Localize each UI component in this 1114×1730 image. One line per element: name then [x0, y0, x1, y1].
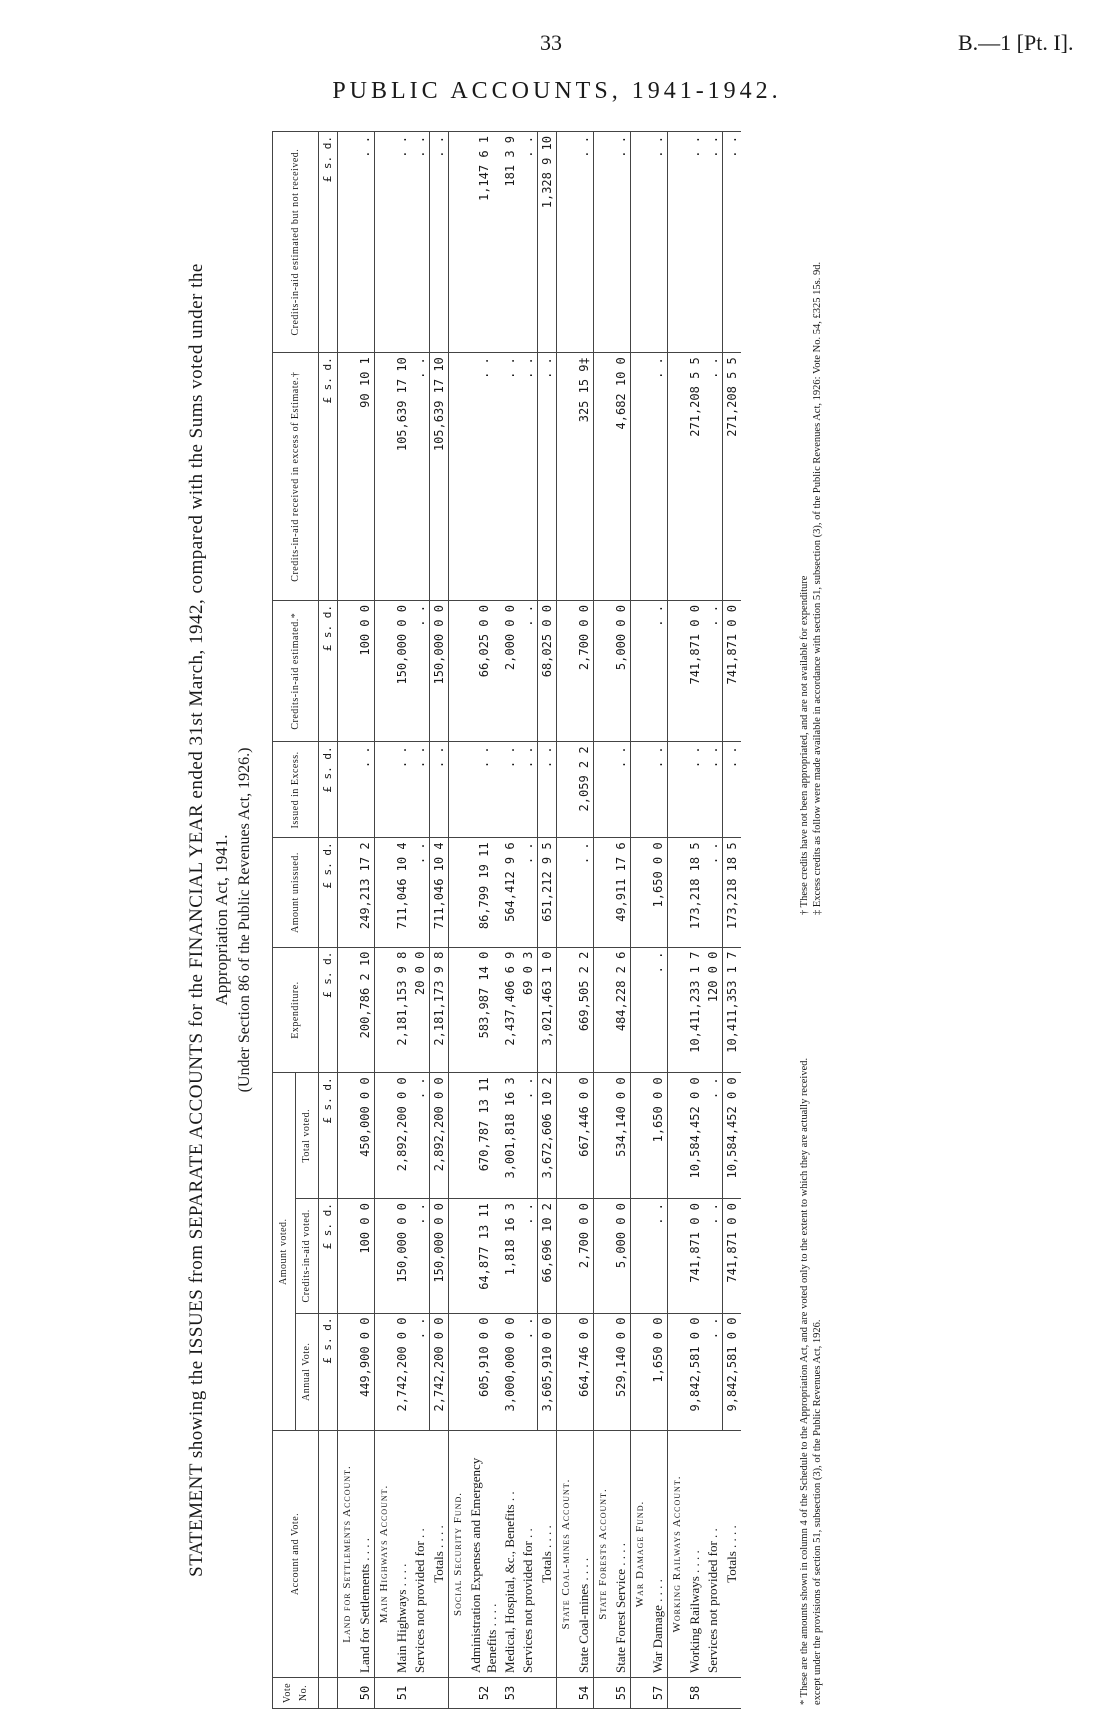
account-name: Services not provided for . .	[704, 1431, 723, 1678]
cell-cr-est: . .	[649, 601, 668, 742]
cell-expenditure: 669,505 2 2	[575, 947, 594, 1073]
unit-label: £ s. d.	[319, 1073, 338, 1199]
account-name: Totals . . . .	[538, 1431, 557, 1678]
cell-unissued	[557, 838, 576, 947]
cell-cr-not: . .	[649, 132, 668, 353]
unit-label: £ s. d.	[319, 742, 338, 838]
vote-number	[631, 1678, 650, 1709]
cell-expenditure: 583,987 14 0	[467, 947, 501, 1073]
vote-number	[557, 1678, 576, 1709]
cell-credits: . .	[411, 1199, 430, 1313]
account-heading: Working Railways Account.	[668, 1431, 687, 1678]
cell-cr-not: . .	[686, 132, 704, 353]
account-heading-row	[338, 132, 357, 1709]
statement-authority: (Under Section 86 of the Public Revenues Act, 1926.)	[236, 747, 253, 1093]
cell-cr-est: 2,700 0 0	[575, 601, 594, 742]
cell-unissued	[668, 838, 687, 947]
cell-cr-excess: 90 10 1	[356, 353, 375, 601]
account-heading: State Forests Account.	[594, 1431, 613, 1678]
vote-row	[649, 132, 668, 1709]
cell-annual: 529,140 0 0	[612, 1313, 631, 1430]
unit-label: £ s. d.	[319, 838, 338, 947]
cell-expenditure: 2,437,406 6 9	[501, 947, 519, 1073]
unit-row	[319, 132, 338, 1709]
vote-row	[411, 132, 430, 1709]
cell-annual: . .	[704, 1313, 723, 1430]
cell-annual: 1,650 0 0	[649, 1313, 668, 1430]
account-name: State Forest Service . . . .	[612, 1431, 631, 1678]
cell-cr-not: 1,147 6 1	[467, 132, 501, 353]
cell-cr-not: . .	[612, 132, 631, 353]
cell-expenditure: 10,411,233 1 7	[686, 947, 704, 1073]
cell-cr-excess	[594, 353, 613, 601]
vote-number: 53	[501, 1678, 519, 1709]
cell-cr-est: 68,025 0 0	[538, 601, 557, 742]
col-issued-excess: Issued in Excess.	[273, 742, 319, 838]
cell-unissued	[594, 838, 613, 947]
account-heading: Social Security Fund.	[449, 1431, 468, 1678]
cell-unissued: 173,218 18 5	[723, 838, 742, 947]
vote-number	[594, 1678, 613, 1709]
cell-cr-not	[631, 132, 650, 353]
cell-expenditure: . .	[649, 947, 668, 1073]
totals-row	[723, 132, 742, 1709]
cell-total: 2,892,200 0 0	[430, 1073, 449, 1199]
account-name: State Coal-mines . . . .	[575, 1431, 594, 1678]
col-credits-excess: Credits-in-aid received in excess of Estimate.†	[273, 353, 319, 601]
vote-row	[356, 132, 375, 1709]
cell-annual: 9,842,581 0 0	[723, 1313, 742, 1430]
cell-credits	[594, 1199, 613, 1313]
cell-cr-not	[557, 132, 576, 353]
cell-total: . .	[704, 1073, 723, 1199]
unit-label: £ s. d.	[319, 1313, 338, 1430]
vote-row	[467, 132, 501, 1709]
cell-cr-est	[375, 601, 394, 742]
cell-excess: . .	[467, 742, 501, 838]
cell-unissued: . .	[411, 838, 430, 947]
account-name: Services not provided for . .	[411, 1431, 430, 1678]
cell-annual: 3,605,910 0 0	[538, 1313, 557, 1430]
vote-number	[723, 1678, 742, 1709]
account-heading-row	[631, 132, 650, 1709]
col-annual-vote: Annual Vote.	[296, 1313, 319, 1430]
cell-expenditure	[668, 947, 687, 1073]
cell-expenditure: 484,228 2 6	[612, 947, 631, 1073]
cell-expenditure	[338, 947, 357, 1073]
cell-cr-not: 181 3 9	[501, 132, 519, 353]
cell-total	[631, 1073, 650, 1199]
cell-total: 1,650 0 0	[649, 1073, 668, 1199]
vote-number	[430, 1678, 449, 1709]
cell-excess: 2,059 2 2	[575, 742, 594, 838]
cell-expenditure: 2,181,153 9 8	[393, 947, 411, 1073]
account-name: Main Highways . . . .	[393, 1431, 411, 1678]
cell-excess: . .	[411, 742, 430, 838]
cell-expenditure	[449, 947, 468, 1073]
col-unissued: Amount unissued.	[273, 838, 319, 947]
cell-unissued: 1,650 0 0	[649, 838, 668, 947]
unit-label: £ s. d.	[319, 353, 338, 601]
cell-expenditure: 20 0 0	[411, 947, 430, 1073]
vote-number	[668, 1678, 687, 1709]
cell-annual: 449,900 0 0	[356, 1313, 375, 1430]
cell-expenditure	[594, 947, 613, 1073]
col-account: Account and Vote.	[273, 1431, 319, 1678]
account-heading: War Damage Fund.	[631, 1431, 650, 1678]
cell-total: 10,584,452 0 0	[686, 1073, 704, 1199]
cell-cr-est: 741,871 0 0	[686, 601, 704, 742]
cell-credits: 2,700 0 0	[575, 1199, 594, 1313]
cell-cr-not: 1,328 9 10	[538, 132, 557, 353]
account-heading-row	[449, 132, 468, 1709]
cell-total	[449, 1073, 468, 1199]
cell-credits: 1,818 16 3	[501, 1199, 519, 1313]
cell-cr-not: . .	[723, 132, 742, 353]
cell-unissued: 173,218 18 5	[686, 838, 704, 947]
page-header	[0, 0, 1114, 110]
vote-number: 52	[467, 1678, 501, 1709]
cell-excess	[668, 742, 687, 838]
vote-number	[411, 1678, 430, 1709]
table-body	[319, 132, 742, 1709]
cell-excess	[594, 742, 613, 838]
cell-cr-not: . .	[393, 132, 411, 353]
publication-title: PUBLIC ACCOUNTS, 1941-1942.	[332, 78, 782, 104]
cell-annual	[668, 1313, 687, 1430]
cell-excess	[631, 742, 650, 838]
totals-row	[430, 132, 449, 1709]
cell-unissued	[449, 838, 468, 947]
account-heading: State Coal-mines Account.	[557, 1431, 576, 1678]
cell-annual	[631, 1313, 650, 1430]
cell-cr-not: . .	[704, 132, 723, 353]
vote-row	[519, 132, 538, 1709]
cell-excess	[338, 742, 357, 838]
cell-credits	[338, 1199, 357, 1313]
cell-cr-est: 66,025 0 0	[467, 601, 501, 742]
unit-label: £ s. d.	[319, 1199, 338, 1313]
cell-cr-excess	[338, 353, 357, 601]
vote-number	[538, 1678, 557, 1709]
account-heading: Main Highways Account.	[375, 1431, 394, 1678]
cell-unissued	[375, 838, 394, 947]
cell-cr-excess	[668, 353, 687, 601]
cell-unissued: 249,213 17 2	[356, 838, 375, 947]
cell-unissued	[338, 838, 357, 947]
cell-credits: 150,000 0 0	[430, 1199, 449, 1313]
cell-excess: . .	[519, 742, 538, 838]
cell-expenditure	[375, 947, 394, 1073]
cell-cr-excess: . .	[704, 353, 723, 601]
cell-annual: 3,000,000 0 0	[501, 1313, 519, 1430]
cell-total: 670,787 13 11	[467, 1073, 501, 1199]
col-expenditure: Expenditure.	[273, 947, 319, 1073]
cell-expenditure: 69 0 3	[519, 947, 538, 1073]
cell-annual: 9,842,581 0 0	[686, 1313, 704, 1430]
account-heading-row	[375, 132, 394, 1709]
cell-annual	[338, 1313, 357, 1430]
cell-cr-est	[631, 601, 650, 742]
footnote-star: * These are the amounts shown in column 4 of the Schedule to the Appropriation Act, and are voted only to the extent to which they are actually received.	[799, 1057, 810, 1705]
cell-expenditure	[557, 947, 576, 1073]
account-name: Totals . . . .	[723, 1431, 742, 1678]
vote-row	[704, 132, 723, 1709]
cell-unissued: . .	[704, 838, 723, 947]
statement-title: STATEMENT showing the ISSUES from SEPARATE ACCOUNTS for the FINANCIAL YEAR ended 31st March, 1942, compared with the Sums voted under the	[186, 263, 207, 1577]
cell-cr-excess	[557, 353, 576, 601]
cell-expenditure: 200,786 2 10	[356, 947, 375, 1073]
cell-unissued: . .	[519, 838, 538, 947]
cell-cr-est: . .	[519, 601, 538, 742]
cell-cr-excess: . .	[649, 353, 668, 601]
vote-number: 50	[356, 1678, 375, 1709]
vote-row	[393, 132, 411, 1709]
col-vote-no: Vote No.	[273, 1678, 319, 1709]
account-name: Totals . . . .	[430, 1431, 449, 1678]
account-name: Administration Expenses and Emergency Benefits . . . .	[467, 1431, 501, 1678]
cell-excess: . .	[430, 742, 449, 838]
cell-total: . .	[411, 1073, 430, 1199]
cell-total: . .	[519, 1073, 538, 1199]
account-heading-row	[557, 132, 576, 1709]
vote-row	[501, 132, 519, 1709]
vote-number	[704, 1678, 723, 1709]
cell-total	[375, 1073, 394, 1199]
cell-cr-not	[449, 132, 468, 353]
footnote-double-dagger: ‡ Excess credits as follow were made available in accordance with section 51, subsection (3), of the Public Revenues Act, 1926: Vote No. 54, £325 15s. 9d.	[812, 261, 823, 915]
cell-annual: 2,742,200 0 0	[430, 1313, 449, 1430]
cell-annual	[375, 1313, 394, 1430]
cell-cr-excess: . .	[467, 353, 501, 601]
cell-excess: . .	[393, 742, 411, 838]
cell-annual	[557, 1313, 576, 1430]
cell-excess: . .	[538, 742, 557, 838]
cell-cr-excess	[375, 353, 394, 601]
cell-annual	[449, 1313, 468, 1430]
cell-credits: 66,696 10 2	[538, 1199, 557, 1313]
cell-cr-excess: 105,639 17 10	[393, 353, 411, 601]
cell-excess: . .	[356, 742, 375, 838]
cell-total: 450,000 0 0	[356, 1073, 375, 1199]
cell-credits: . .	[704, 1199, 723, 1313]
vote-number: 55	[612, 1678, 631, 1709]
cell-cr-not: . .	[430, 132, 449, 353]
vote-number: 51	[393, 1678, 411, 1709]
cell-expenditure: 3,021,463 1 0	[538, 947, 557, 1073]
cell-cr-est: 741,871 0 0	[723, 601, 742, 742]
cell-total	[668, 1073, 687, 1199]
cell-credits	[668, 1199, 687, 1313]
vote-row	[612, 132, 631, 1709]
cell-cr-excess	[449, 353, 468, 601]
cell-cr-excess: 271,208 5 5	[723, 353, 742, 601]
footnote-star-cont: except under the provisions of section 51, subsection (3), of the Public Revenues Act, 1926.	[812, 1319, 823, 1705]
cell-excess: . .	[612, 742, 631, 838]
account-name: Land for Settlements . . . .	[356, 1431, 375, 1678]
account-name: Working Railways . . . .	[686, 1431, 704, 1678]
account-name: War Damage . . . .	[649, 1431, 668, 1678]
cell-annual: 664,746 0 0	[575, 1313, 594, 1430]
cell-excess: . .	[649, 742, 668, 838]
cell-annual: 605,910 0 0	[467, 1313, 501, 1430]
vote-number: 54	[575, 1678, 594, 1709]
vote-number	[375, 1678, 394, 1709]
cell-cr-not	[338, 132, 357, 353]
cell-cr-excess: 4,682 10 0	[612, 353, 631, 601]
cell-cr-not: . .	[356, 132, 375, 353]
cell-excess	[557, 742, 576, 838]
cell-excess: . .	[686, 742, 704, 838]
cell-cr-est: 150,000 0 0	[430, 601, 449, 742]
cell-cr-est	[449, 601, 468, 742]
account-name: Medical, Hospital, &c., Benefits . .	[501, 1431, 519, 1678]
unit-label: £ s. d.	[319, 947, 338, 1073]
cell-credits	[631, 1199, 650, 1313]
cell-excess: . .	[723, 742, 742, 838]
cell-excess	[375, 742, 394, 838]
vote-number	[519, 1678, 538, 1709]
cell-expenditure: 120 0 0	[704, 947, 723, 1073]
cell-cr-est	[338, 601, 357, 742]
cell-expenditure: 10,411,353 1 7	[723, 947, 742, 1073]
cell-unissued: . .	[575, 838, 594, 947]
rotated-statement-area	[180, 125, 880, 1715]
cell-unissued: 711,046 10 4	[430, 838, 449, 947]
cell-total: 3,672,606 10 2	[538, 1073, 557, 1199]
cell-excess: . .	[704, 742, 723, 838]
cell-annual: 2,742,200 0 0	[393, 1313, 411, 1430]
cell-cr-not	[375, 132, 394, 353]
vote-number	[449, 1678, 468, 1709]
cell-credits: 150,000 0 0	[393, 1199, 411, 1313]
cell-cr-excess: 325 15 9‡	[575, 353, 594, 601]
cell-cr-est	[557, 601, 576, 742]
vote-number	[338, 1678, 357, 1709]
unit-label: £ s. d.	[319, 132, 338, 353]
vote-row	[686, 132, 704, 1709]
col-credits-not-received: Credits-in-aid estimated but not received.	[273, 132, 319, 353]
cell-credits: 5,000 0 0	[612, 1199, 631, 1313]
cell-credits	[375, 1199, 394, 1313]
cell-cr-est	[668, 601, 687, 742]
cell-unissued: 86,799 19 11	[467, 838, 501, 947]
cell-total	[557, 1073, 576, 1199]
account-name: Services not provided for . .	[519, 1431, 538, 1678]
cell-unissued: 49,911 17 6	[612, 838, 631, 947]
col-credits-voted: Credits-in-aid voted.	[296, 1199, 319, 1313]
cell-unissued: 711,046 10 4	[393, 838, 411, 947]
vote-number: 58	[686, 1678, 704, 1709]
issues-table	[272, 131, 741, 1709]
footnote-dagger: † These credits have not been appropriated, and are not available for expenditure	[799, 575, 810, 915]
cell-credits	[449, 1199, 468, 1313]
cell-cr-excess: . .	[538, 353, 557, 601]
statement-content	[180, 125, 880, 1715]
cell-total: 534,140 0 0	[612, 1073, 631, 1199]
cell-cr-est	[594, 601, 613, 742]
cell-total: 2,892,200 0 0	[393, 1073, 411, 1199]
cell-total	[338, 1073, 357, 1199]
account-heading-row	[668, 132, 687, 1709]
cell-cr-excess: . .	[501, 353, 519, 601]
cell-total: 10,584,452 0 0	[723, 1073, 742, 1199]
cell-credits: 64,877 13 11	[467, 1199, 501, 1313]
cell-credits: 741,871 0 0	[686, 1199, 704, 1313]
cell-cr-excess: . .	[519, 353, 538, 601]
cell-credits: . .	[519, 1199, 538, 1313]
cell-cr-not	[594, 132, 613, 353]
cell-credits: 741,871 0 0	[723, 1199, 742, 1313]
document-reference: B.—1 [Pt. I].	[958, 30, 1074, 55]
cell-credits	[557, 1199, 576, 1313]
cell-cr-excess: 105,639 17 10	[430, 353, 449, 601]
cell-cr-est: 150,000 0 0	[393, 601, 411, 742]
cell-total: 3,001,818 16 3	[501, 1073, 519, 1199]
cell-unissued	[631, 838, 650, 947]
cell-cr-excess: 271,208 5 5	[686, 353, 704, 601]
page-number: 33	[540, 30, 562, 55]
cell-cr-excess	[631, 353, 650, 601]
vote-row	[575, 132, 594, 1709]
cell-credits: . .	[649, 1199, 668, 1313]
cell-cr-est: 5,000 0 0	[612, 601, 631, 742]
cell-excess: . .	[501, 742, 519, 838]
totals-row	[538, 132, 557, 1709]
cell-cr-not: . .	[519, 132, 538, 353]
col-amount-voted: Amount voted.	[273, 1073, 296, 1431]
cell-expenditure: 2,181,173 9 8	[430, 947, 449, 1073]
cell-expenditure	[631, 947, 650, 1073]
cell-cr-est: 2,000 0 0	[501, 601, 519, 742]
cell-annual: . .	[519, 1313, 538, 1430]
cell-cr-not: . .	[411, 132, 430, 353]
cell-cr-est: . .	[411, 601, 430, 742]
cell-total	[594, 1073, 613, 1199]
cell-credits: 100 0 0	[356, 1199, 375, 1313]
cell-excess	[449, 742, 468, 838]
cell-cr-not: . .	[575, 132, 594, 353]
cell-annual: . .	[411, 1313, 430, 1430]
cell-unissued: 651,212 9 5	[538, 838, 557, 947]
cell-cr-excess: . .	[411, 353, 430, 601]
cell-unissued: 564,412 9 6	[501, 838, 519, 947]
cell-cr-not	[668, 132, 687, 353]
col-credits-estimated: Credits-in-aid estimated.*	[273, 601, 319, 742]
cell-cr-est: 100 0 0	[356, 601, 375, 742]
cell-total: 667,446 0 0	[575, 1073, 594, 1199]
statement-subtitle: Appropriation Act, 1941.	[212, 834, 231, 1006]
account-heading: Land for Settlements Account.	[338, 1431, 357, 1678]
cell-annual	[594, 1313, 613, 1430]
unit-label: £ s. d.	[319, 601, 338, 742]
cell-cr-est: . .	[704, 601, 723, 742]
col-total-voted: Total voted.	[296, 1073, 319, 1199]
account-heading-row	[594, 132, 613, 1709]
vote-number: 57	[649, 1678, 668, 1709]
